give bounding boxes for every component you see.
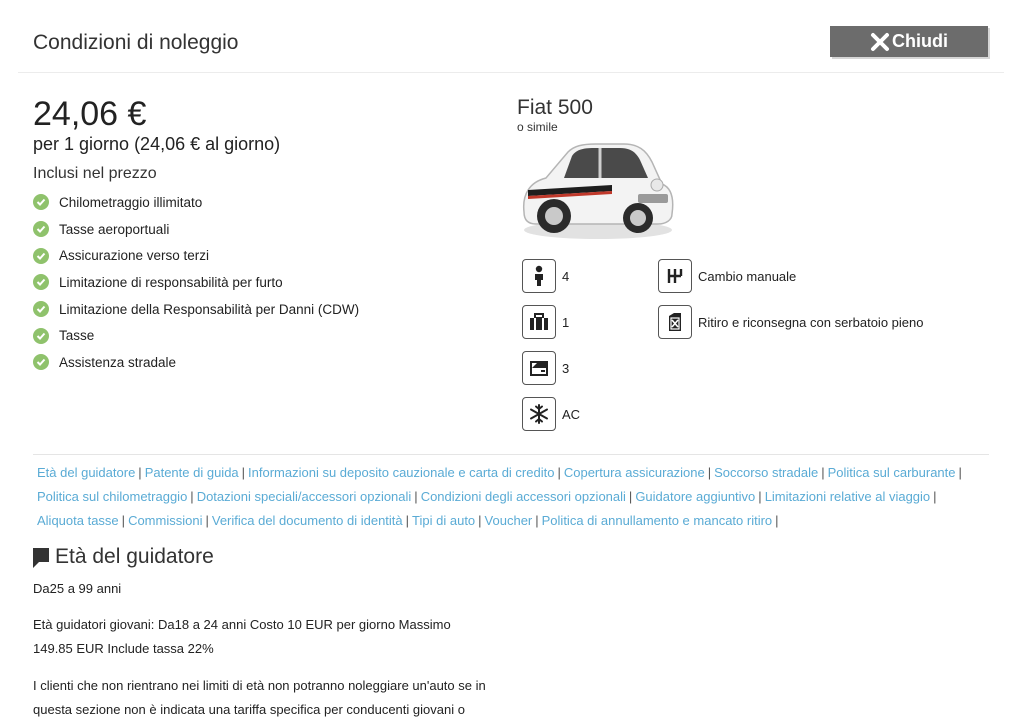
section-link[interactable]: Copertura assicurazione [563,465,705,480]
spec-bags [522,305,569,339]
link-separator: | [707,465,712,480]
link-separator: | [241,465,246,480]
link-separator: | [190,489,194,504]
bags-value: 1 [562,314,570,330]
car-image [516,138,676,243]
check-icon [33,328,49,344]
section-link[interactable]: Condizioni degli accessori opzionali [420,489,626,504]
young-driver-text: Età guidatori giovani: Da18 a 24 anni Costo 10 EUR per giorno Massimo 149.85 EUR Include tassa 22% [33,617,451,656]
section-link[interactable]: Politica sul carburante [827,465,956,480]
fuel-can-icon [658,305,692,339]
section-link[interactable]: Limitazioni relative al viaggio [764,489,931,504]
included-item [33,242,359,269]
person-icon [522,259,556,293]
link-separator: | [758,489,762,504]
suitcase-icon [522,305,556,339]
close-icon [870,32,890,52]
section-link[interactable]: Età del guidatore [37,465,136,480]
car-similar: o simile [517,120,558,134]
link-separator: | [414,489,418,504]
link-separator: | [205,513,209,528]
spec-doors [522,351,569,385]
section-links [37,461,987,533]
included-item-label: Limitazione della Responsabilità per Danni (CDW) [59,301,360,317]
fuel-value: Ritiro e riconsegna con serbatoio pieno [698,314,924,330]
header [18,0,1004,73]
passengers-value: 4 [562,268,570,284]
section-link[interactable]: Dotazioni speciali/accessori opzionali [196,489,412,504]
section-link[interactable]: Verifica del documento di identità [211,513,403,528]
link-separator: | [405,513,410,528]
link-separator: | [478,513,482,528]
spec-ac [522,397,580,431]
link-separator: | [628,489,633,504]
link-separator: | [821,465,825,480]
included-item-label: Chilometraggio illimitato [59,194,203,210]
close-label: Chiudi [892,31,948,51]
link-separator: | [535,513,539,528]
snowflake-icon [522,397,556,431]
check-icon [33,221,49,237]
section-link[interactable]: Informazioni su deposito cauzionale e carta di credito [248,465,555,480]
section-title-text: Età del guidatore [55,545,214,568]
age-range-text: Da25 a 99 anni [33,581,122,596]
divider [33,454,989,455]
included-list [33,189,359,376]
door-icon [522,351,556,385]
included-item [33,216,359,243]
ac-value: AC [562,406,581,422]
check-icon [33,248,49,264]
section-flag-icon [33,546,49,568]
section-link[interactable]: Commissioni [128,513,203,528]
included-item-label: Tasse [59,328,95,344]
section-link[interactable]: Patente di guida [144,465,239,480]
included-item [33,296,359,323]
spec-passengers [522,259,569,293]
check-icon [33,194,49,210]
check-icon [33,301,49,317]
section-link[interactable]: Tipi di auto [412,513,476,528]
car-name: Fiat 500 [517,96,593,119]
included-item-label: Assistenza stradale [59,354,177,370]
page-title: Condizioni di noleggio [33,31,239,54]
spec-transmission [658,259,796,293]
included-item [33,349,359,376]
section-link[interactable]: Politica di annullamento e mancato ritiro [541,513,773,528]
link-separator: | [557,465,561,480]
link-separator: | [958,465,962,480]
check-icon [33,354,49,370]
transmission-value: Cambio manuale [698,268,797,284]
doors-value: 3 [562,360,570,376]
link-separator: | [121,513,126,528]
total-price: 24,06 € [33,95,147,133]
included-item [33,189,359,216]
per-day-price: per 1 giorno (24,06 € al giorno) [33,134,281,154]
included-item-label: Assicurazione verso terzi [59,248,210,264]
check-icon [33,274,49,290]
included-item-label: Limitazione di responsabilità per furto [59,274,283,290]
included-item [33,322,359,349]
link-separator: | [138,465,142,480]
link-separator: | [775,513,779,528]
included-title: Inclusi nel prezzo [33,165,157,182]
spec-fuel [658,305,923,339]
close-button[interactable] [830,26,988,57]
section-link[interactable]: Politica sul chilometraggio [37,489,188,504]
gearshift-icon [658,259,692,293]
included-item-label: Tasse aeroportuali [59,221,170,237]
link-separator: | [933,489,937,504]
included-item [33,269,359,296]
section-title [33,545,214,569]
section-link[interactable]: Soccorso stradale [714,465,819,480]
section-link[interactable]: Guidatore aggiuntivo [635,489,756,504]
section-link[interactable]: Voucher [484,513,533,528]
age-limit-text: I clienti che non rientrano nei limiti di età non potranno noleggiare un'auto se in questa sezione non è indicata una tariffa specifica per conducenti giovani o [33,678,486,717]
section-link[interactable]: Aliquota tasse [37,513,119,528]
